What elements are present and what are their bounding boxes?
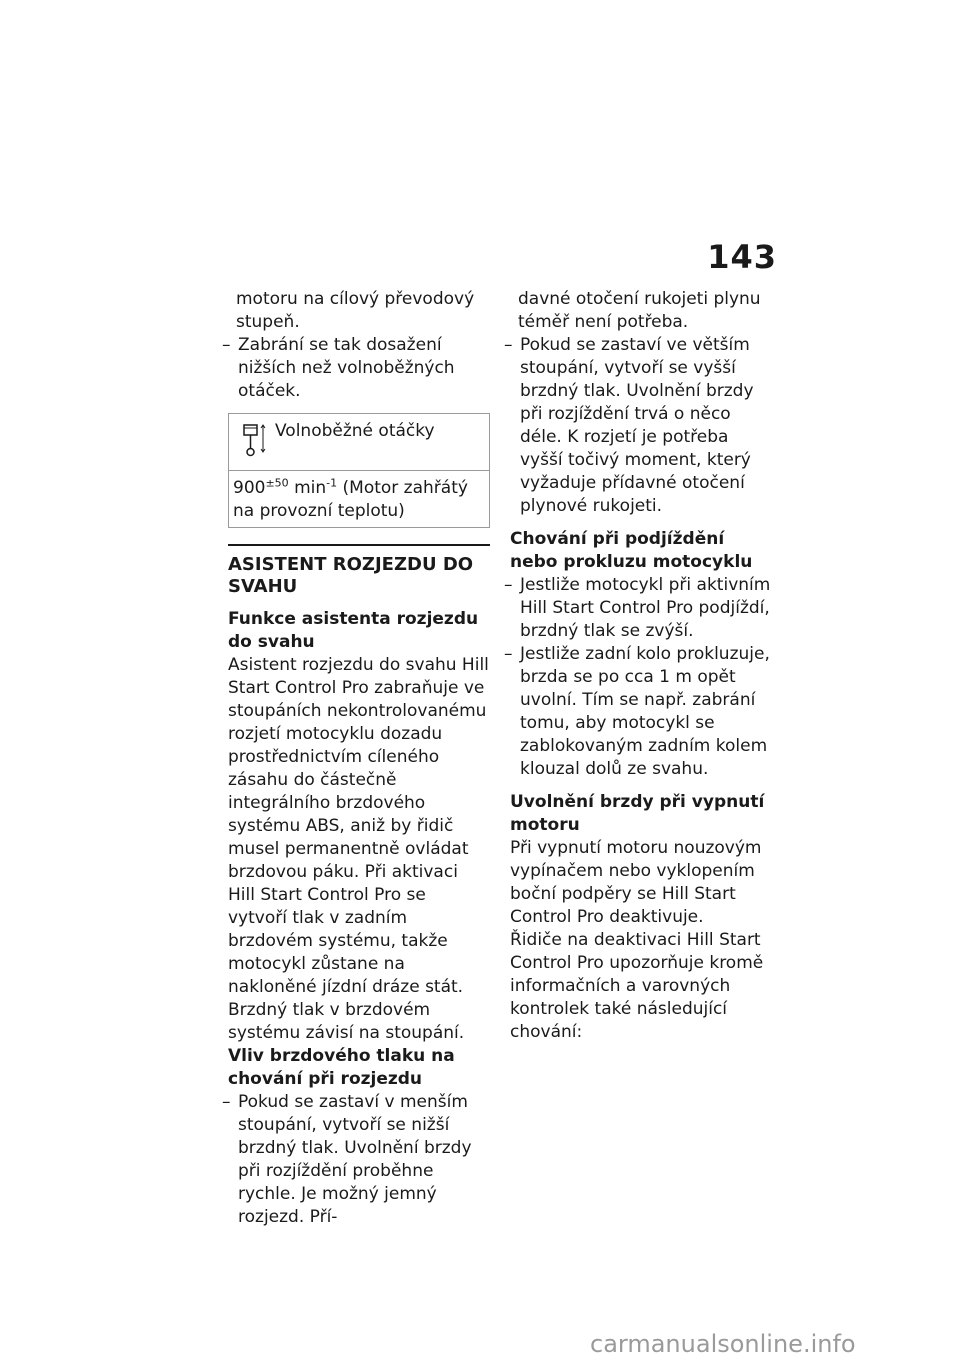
spec-unit-exponent: -1: [326, 476, 338, 490]
paragraph: Řidiče na deaktivaci Hill Start Control Pro upozorňuje kromě informačních a varovných kontrolek také následující chování:: [510, 930, 764, 1042]
section-heading: ASISTENT ROZJEZDU DO SVAHU: [228, 554, 474, 597]
paragraph-continuation: davné otočení rukojeti plynu téměř není potřeba.: [518, 289, 761, 332]
spec-header: [229, 414, 489, 471]
page-number: 143: [707, 238, 777, 276]
paragraph: Při vypnutí motoru nouzovým vypínačem nebo vyklopením boční podpěry se Hill Start Control Pro deaktivuje.: [510, 838, 762, 927]
spec-note: (Motor zahřátý na provozní teplotu): [233, 478, 468, 521]
subheading: Vliv brzdového tlaku na chování při rozjezdu: [228, 1046, 455, 1089]
paragraph: Asistent rozjezdu do svahu Hill Start Control Pro zabraňuje ve stoupáních nekontrolovanému rozjetí motocyklu dozadu prostřednictvím cíleného zásahu do částečně integrálního brzdového systému ABS, aniž by řidič musel permanentně ovládat brzdovou páku. Při aktivaci Hill Start Control Pro se vytvoří tlak v zadním brzdovém systému, takže motocykl zůstane na nakloněné jízdní dráze stát.: [228, 655, 489, 997]
piston-idle-icon: [241, 422, 267, 460]
section-divider: [228, 544, 490, 546]
left-column: [228, 288, 490, 1229]
list-item: – Jestliže motocykl při aktivním Hill Start Control Pro podjíždí, brzdný tlak se zvýší.: [510, 574, 776, 643]
paragraph: Brzdný tlak v brzdovém systému závisí na stoupání.: [228, 1000, 465, 1043]
paragraph-continuation: motoru na cílový převodový stupeň.: [236, 289, 475, 332]
subheading: Funkce asistenta rozjezdu do svahu: [228, 609, 479, 652]
subheading: Uvolnění brzdy při vypnutí motoru: [510, 792, 765, 835]
right-column: [510, 288, 776, 1044]
spec-value-block: [229, 471, 489, 527]
spec-tolerance: ±50: [265, 476, 289, 490]
spec-value: 900: [233, 478, 266, 498]
list-item: – Jestliže zadní kolo prokluzuje, brzda se po cca 1 m opět uvolní. Tím se např. zabrání tomu, aby motocykl se zablokovaným zadním kolem klouzal dolů ze svahu.: [510, 643, 776, 781]
watermark: carmanualsonline.info: [590, 1330, 856, 1358]
spec-box: [228, 413, 490, 528]
spec-unit: min: [294, 478, 327, 498]
subheading: Chování při podjíždění nebo prokluzu motocyklu: [510, 529, 753, 572]
spec-label: Volnoběžné otáčky: [275, 421, 435, 441]
list-item: – Pokud se zastaví v menším stoupání, vytvoří se nižší brzdný tlak. Uvolnění brzdy při rozjíždění proběhne rychle. Je možný jemný rozjezd. Pří-: [228, 1091, 490, 1229]
list-item: – Pokud se zastaví ve větším stoupání, vytvoří se vyšší brzdný tlak. Uvolnění brzdy při rozjíždění trvá o něco déle. K rozjetí je potřeba vyšší točivý moment, který vyžaduje přídavné otočení plynové rukojeti.: [510, 334, 776, 518]
list-item: – Zabrání se tak dosažení nižších než volnoběžných otáček.: [228, 334, 490, 403]
